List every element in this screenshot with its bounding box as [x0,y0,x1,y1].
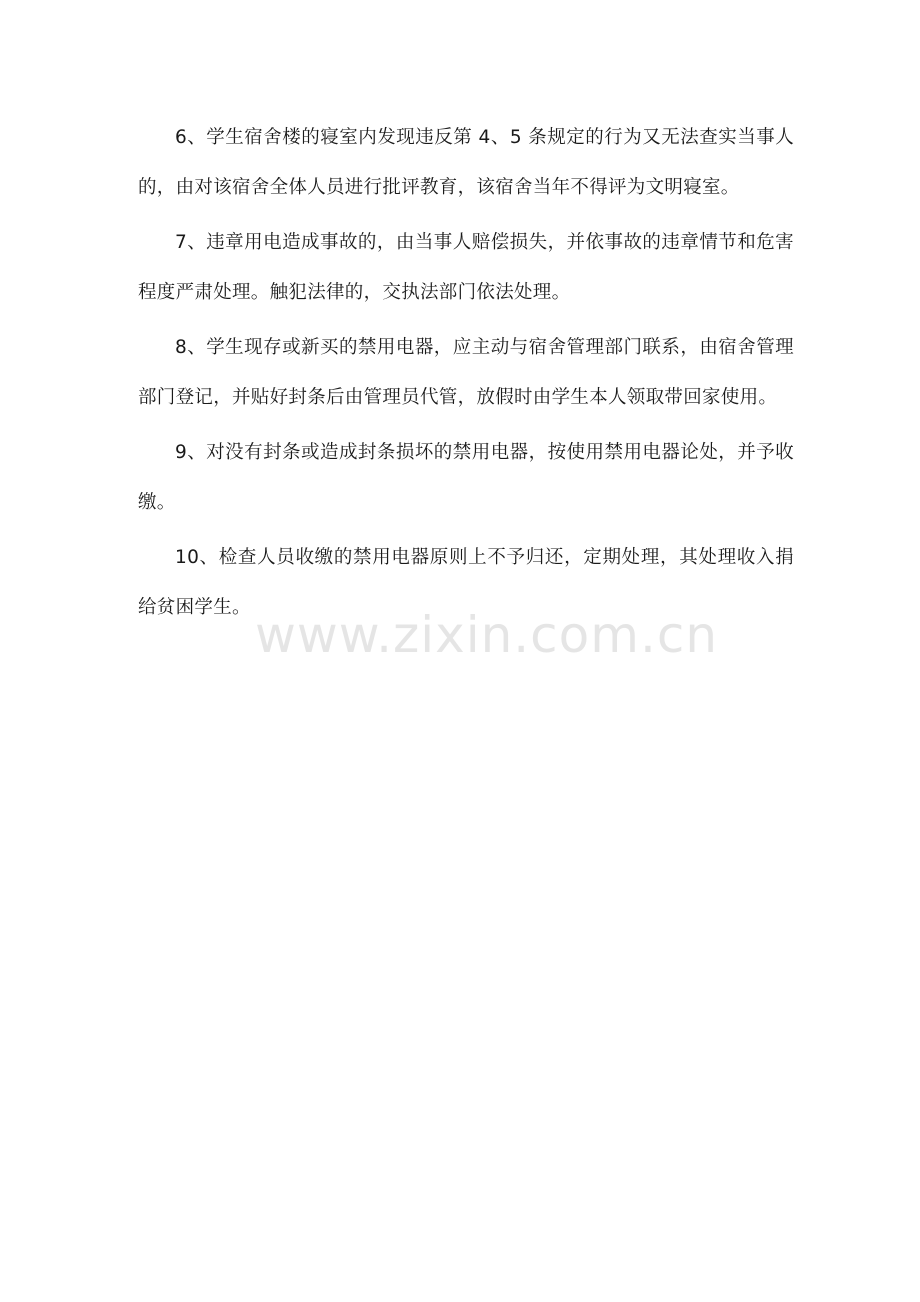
paragraph-rule-10: 10、检查人员收缴的禁用电器原则上不予归还，定期处理，其处理收入捐给贫困学生。 [138,547,794,618]
document-body [138,113,794,638]
paragraph-rule-8: 8、学生现存或新买的禁用电器，应主动与宿舍管理部门联系，由宿舍管理部门登记，并贴好封条后由管理员代管，放假时由学生本人领取带回家使用。 [138,337,794,408]
paragraph-rule-9: 9、对没有封条或造成封条损坏的禁用电器，按使用禁用电器论处，并予收缴。 [138,442,794,513]
paragraph-rule-6: 6、学生宿舍楼的寝室内发现违反第 4、5 条规定的行为又无法查实当事人的，由对该宿舍全体人员进行批评教育，该宿舍当年不得评为文明寝室。 [138,127,794,198]
watermark: www.zixin.com.cn [255,606,719,664]
paragraph-rule-7: 7、违章用电造成事故的，由当事人赔偿损失，并依事故的违章情节和危害程度严肃处理。触犯法律的，交执法部门依法处理。 [138,232,794,303]
